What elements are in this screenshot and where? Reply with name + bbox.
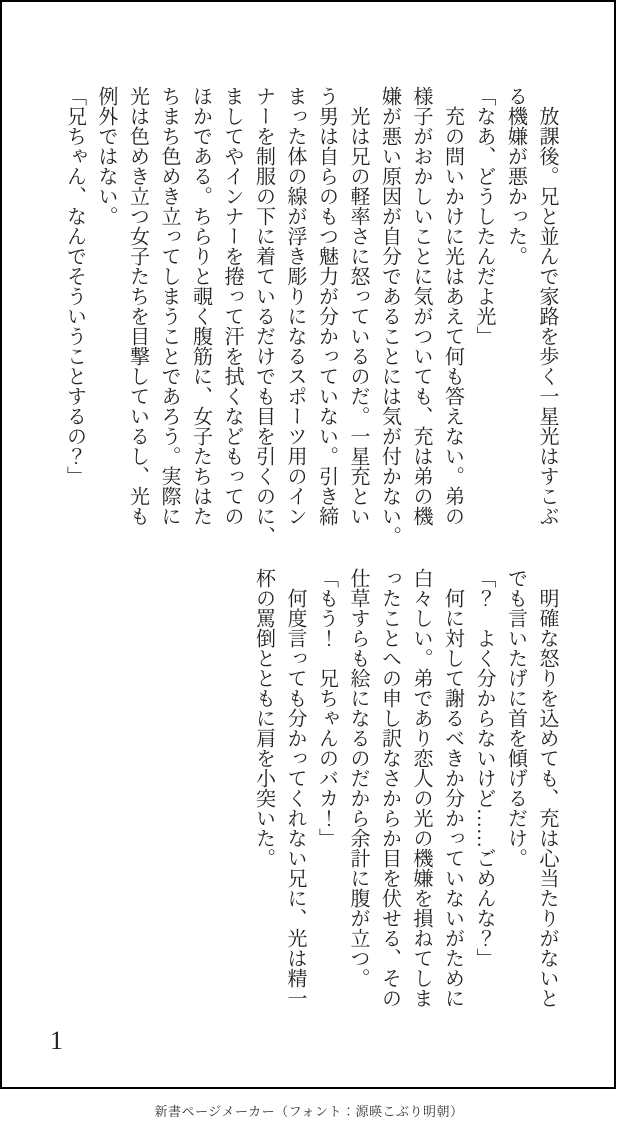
paragraph: 「？ よく分からないけど……ごめんな？」 (473, 568, 495, 968)
paragraph: 何に対して謝るべきか分かっていないがために 白々しい。弟であり恋人の光の機嫌を損ねてしま ったことへの申し訳なさからか目を伏せる、その 仕草すらも絵になるのだから余計に腹が立つ。 (347, 568, 464, 1008)
paragraph: 「もう！ 兄ちゃんのバカ！」 (315, 568, 338, 848)
paragraph: 「なあ、どうしたんだよ光」 (473, 86, 495, 346)
text-block-lower (247, 568, 562, 1010)
text-block-upper (58, 86, 562, 546)
paragraph: 何度言っても分かってくれない兄に、光は精一 杯の罵倒とともに肩を小突いた。 (252, 568, 306, 1008)
paragraph: 放課後。兄と並んで家路を歩く一星光はすこぶ る機嫌が悪かった。 (504, 86, 558, 526)
page-number: 1 (50, 1026, 63, 1055)
paragraph: 充の問いかけに光はあえて何も答えない。弟の 様子がおかしいことに気がついても、充は弟の機 嫌が悪い原因が自分であることには気が付かない。 (378, 86, 464, 546)
footer-credit: 新書ページメーカー（フォント：源暎こぶり明朝） (154, 1104, 464, 1119)
paragraph: 光は兄の軽率さに怒っているのだ。一星充とい う男は自らのもつ魅力が分かっていない。引き締 まった体の線が浮き彫りになるスポーツ用のイン ナーを制服の下に着ているだけでも目を引くのに、 ましてやインナーを捲って汗を拭くなどもっての ほかである。ちらりと覗く腹筋に、女子たちはた ちまち色めき立ってしまうことであろう。実際に 光は色めき立つ女子たちを目撃しているし、光も 例外ではない。 (95, 86, 369, 546)
paragraph: 「兄ちゃん、なんでそういうことするの？」 (63, 86, 86, 486)
paragraph: 明確な怒りを込めても、充は心当たりがないと でも言いたげに首を傾げるだけ。 (504, 568, 558, 1008)
